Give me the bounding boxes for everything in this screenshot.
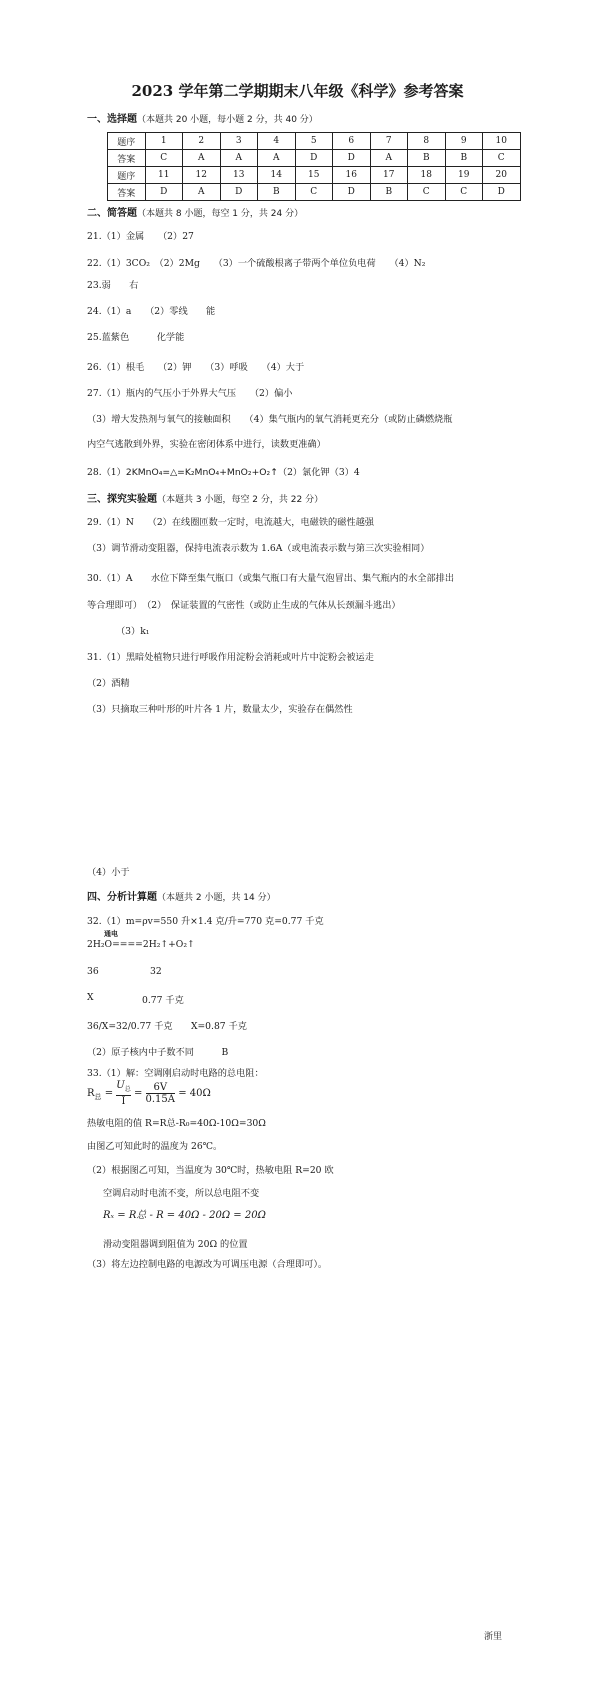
table-cell: D: [333, 184, 371, 201]
answer-q32-line2: （2）原子核内中子数不同 B: [87, 1047, 229, 1058]
answer-q29-line2: （3）调节滑动变阻器，保持电流表示数为 1.6A（或电流表示数与第三次实验相同）: [87, 543, 430, 554]
table-cell: D: [333, 150, 371, 167]
answer-table: [107, 132, 521, 201]
table-cell: 题序: [108, 167, 146, 184]
table-row: [108, 167, 521, 184]
table-cell: D: [295, 150, 333, 167]
answer-q28: [87, 464, 360, 478]
section-3-heading: [87, 490, 323, 505]
section-heading-text: 三、探究实验题: [87, 494, 157, 505]
formula-u-over-i: [116, 1080, 130, 1107]
table-cell: C: [483, 150, 521, 167]
answer-q26: 26.（1）根毛 （2）钾 （3）呼吸 （4）大于: [87, 362, 305, 373]
table-cell: B: [408, 150, 446, 167]
table-cell: 17: [370, 167, 408, 184]
section-heading-text: 二、简答题: [87, 208, 137, 219]
answer-q31-line4: （4）小于: [87, 867, 130, 878]
formula-r: R: [87, 1088, 95, 1099]
table-cell: C: [445, 184, 483, 201]
section-note: （本题共 8 小题，每空 1 分，共 24 分）: [137, 209, 304, 219]
answer-q27-line2: （3）增大发热剂与氧气的接触面积 （4）集气瓶内的氧气消耗更充分（或防止磷燃烧瓶: [87, 414, 453, 425]
q32-mass-value: 0.77 千克: [142, 995, 184, 1006]
q32-mass-32: 32: [150, 966, 162, 977]
table-cell: 19: [445, 167, 483, 184]
table-cell: A: [183, 184, 221, 201]
answer-q33-formula2: Rₓ = R总 - R = 40Ω - 20Ω = 20Ω: [103, 1210, 266, 1221]
table-cell: D: [220, 184, 258, 201]
formula-i: I: [121, 1096, 126, 1107]
formula-r-sub: 总: [94, 1093, 102, 1101]
formula-u-sub: 总: [124, 1086, 131, 1093]
answer-q27-line1: 27.（1）瓶内的气压小于外界大气压 （2）偏小: [87, 388, 293, 399]
answer-q33-line1: 33.（1）解：空调刚启动时电路的总电阻：: [87, 1068, 264, 1079]
footer-text: 浙里: [484, 1632, 503, 1642]
answer-q32-line1: 32.（1）m=ρv=550 升×1.4 克/升=770 克=0.77 千克: [87, 916, 324, 927]
table-cell: B: [370, 184, 408, 201]
answer-q23: 23.弱 右: [87, 280, 139, 291]
table-cell: D: [145, 184, 183, 201]
formula-u: U: [116, 1080, 125, 1091]
table-cell: 20: [483, 167, 521, 184]
table-row: [108, 133, 521, 150]
table-cell: 6: [333, 133, 371, 150]
answer-q33-line2: 热敏电阻的值 R=R总-R₀=40Ω-10Ω=30Ω: [87, 1118, 266, 1129]
answer-q21: 21.（1）金属 （2）27: [87, 231, 194, 242]
table-cell: C: [408, 184, 446, 201]
answer-q29-line1: 29.（1）N （2）在线圈匝数一定时，电流越大，电磁铁的磁性越强: [87, 517, 374, 528]
table-cell: 9: [445, 133, 483, 150]
answer-q30-line1: 30.（1）A 水位下降至集气瓶口（或集气瓶口有大量气泡冒出、集气瓶内的水全部排出: [87, 573, 455, 584]
formula-6v: 6V: [146, 1082, 176, 1094]
answer-q30-line2: 等合理即可） （2） 保证装置的气密性（或防止生成的气体从长颈漏斗逃出）: [87, 600, 401, 611]
formula-015a: 0.15A: [145, 1094, 176, 1105]
table-cell: C: [295, 184, 333, 201]
answer-q31-line3: （3）只摘取三种叶形的叶片各 1 片，数量太少，实验存在偶然性: [87, 704, 353, 715]
table-cell: C: [145, 150, 183, 167]
table-cell: 题序: [108, 133, 146, 150]
table-cell: A: [183, 150, 221, 167]
q33-formula: [87, 1080, 211, 1107]
section-note: （本题共 2 小题，共 14 分）: [157, 893, 276, 903]
table-cell: A: [220, 150, 258, 167]
table-cell: 16: [333, 167, 371, 184]
q32-unknown-x: X: [87, 992, 94, 1003]
table-cell: 15: [295, 167, 333, 184]
answer-q25: 25.蓝紫色 化学能: [87, 332, 185, 343]
answer-q33-line5: 空调启动时电流不变，所以总电阻不变: [103, 1188, 260, 1199]
formula-result: = 40Ω: [178, 1088, 211, 1099]
q28-prefix: 28.（1）: [87, 467, 126, 478]
q28-equation: 2KMnO₄=△=K₂MnO₄+MnO₂+O₂↑: [125, 467, 278, 478]
table-cell: B: [258, 184, 296, 201]
table-cell: 12: [183, 167, 221, 184]
answer-q33-line3: 由图乙可知此时的温度为 26℃。: [87, 1141, 223, 1152]
section-heading-text: 四、分析计算题: [87, 892, 157, 903]
section-note: （本题共 20 小题，每小题 2 分，共 40 分）: [137, 115, 318, 125]
answer-q33-line4: （2）根据图乙可知，当温度为 30℃时，热敏电阻 R=20 欧: [87, 1165, 334, 1176]
section-2-heading: [87, 204, 303, 219]
answer-q33-line6: 滑动变阻器调到阻值为 20Ω 的位置: [103, 1239, 248, 1250]
table-cell: 5: [295, 133, 333, 150]
answer-q24: 24.（1）a （2）零线 能: [87, 306, 216, 317]
section-note: （本题共 3 小题，每空 2 分，共 22 分）: [157, 495, 324, 505]
formula-equals: =: [104, 1088, 114, 1099]
table-cell: 13: [220, 167, 258, 184]
table-cell: 答案: [108, 150, 146, 167]
table-cell: 2: [183, 133, 221, 150]
table-cell: 18: [408, 167, 446, 184]
table-cell: 7: [370, 133, 408, 150]
table-cell: D: [483, 184, 521, 201]
answer-q32-result: 36/X=32/0.77 千克 X=0.87 千克: [87, 1021, 247, 1032]
table-row: [108, 150, 521, 167]
formula-equals-2: =: [133, 1088, 143, 1099]
table-cell: 14: [258, 167, 296, 184]
section-heading-text: 一、选择题: [87, 114, 137, 125]
table-cell: 1: [145, 133, 183, 150]
answer-q31-line1: 31.（1）黑暗处植物只进行呼吸作用淀粉会消耗或叶片中淀粉会被运走: [87, 652, 374, 663]
page-title: 2023 学年第二学期期末八年级《科学》参考答案: [131, 82, 464, 100]
answer-q22: 22.（1）3CO₂ （2）2Mg （3）一个硫酸根离子带两个单位负电荷 （4）N₂: [87, 258, 426, 269]
table-cell: A: [258, 150, 296, 167]
table-cell: 4: [258, 133, 296, 150]
table-cell: B: [445, 150, 483, 167]
answer-q30-line3: （3）k₁: [116, 626, 150, 637]
answer-q32-equation: 2H₂O====2H₂↑+O₂↑: [87, 939, 195, 950]
q32-mass-36: 36: [87, 966, 99, 977]
answer-q33-line7: （3）将左边控制电路的电源改为可调压电源（合理即可）。: [87, 1259, 328, 1270]
section-1-heading: [87, 110, 318, 125]
q28-suffix: （2）氯化钾（3）4: [277, 467, 360, 478]
table-row: [108, 184, 521, 201]
section-4-heading: [87, 888, 276, 903]
table-cell: 8: [408, 133, 446, 150]
table-cell: A: [370, 150, 408, 167]
formula-6v-over-015a: [146, 1082, 176, 1105]
table-cell: 11: [145, 167, 183, 184]
table-cell: 答案: [108, 184, 146, 201]
table-cell: 3: [220, 133, 258, 150]
q32-condition: 通电: [104, 929, 118, 938]
answer-q27-line3: 内空气逃散到外界，实验在密闭体系中进行，读数更准确）: [87, 439, 326, 450]
table-cell: 10: [483, 133, 521, 150]
answer-q31-line2: （2）酒精: [87, 678, 130, 689]
